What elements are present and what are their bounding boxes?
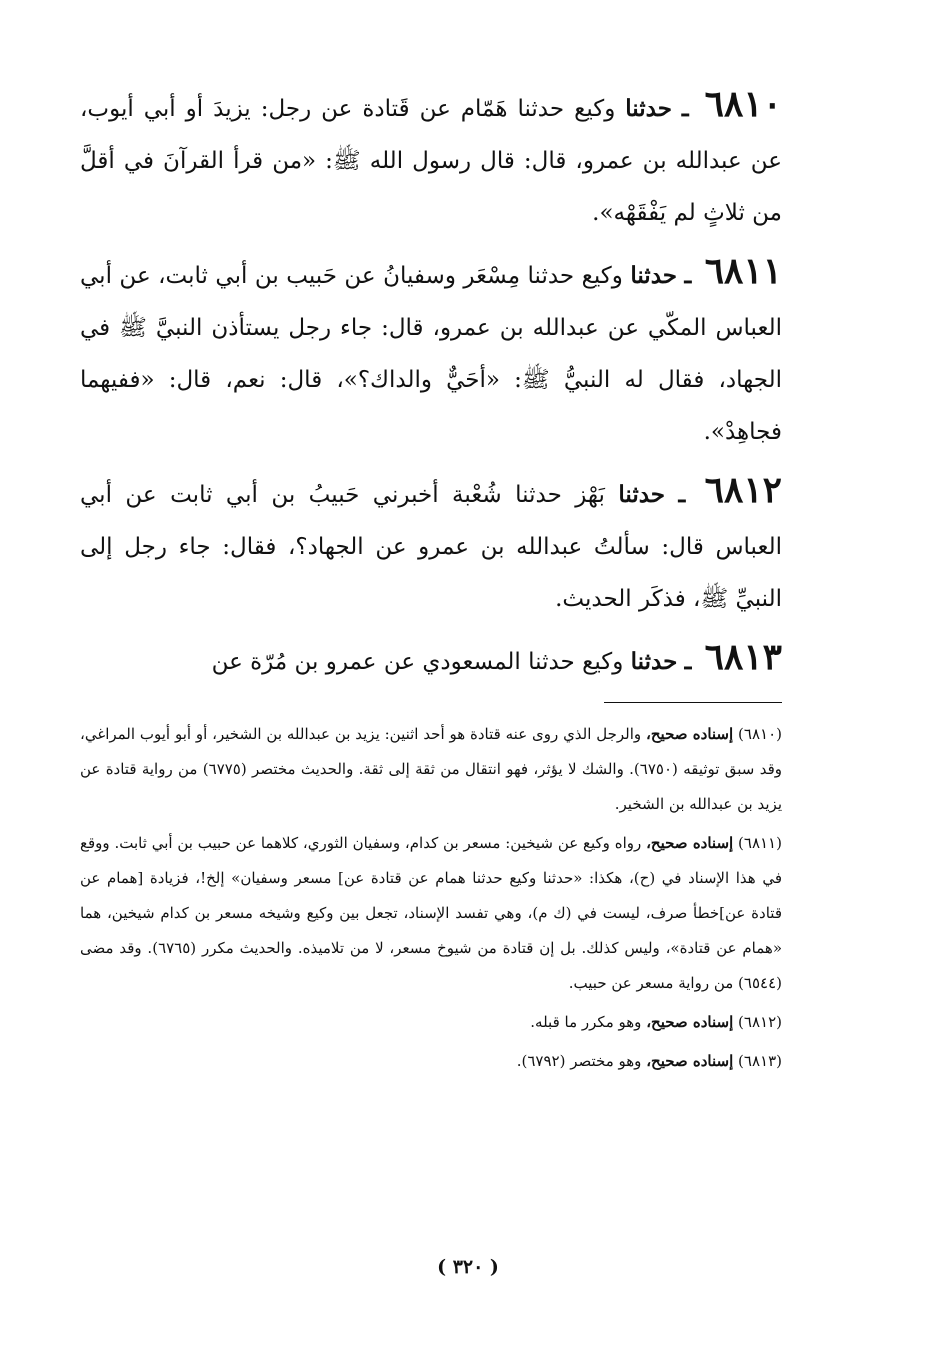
footnote-grade: إسناده صحيح، <box>646 725 734 743</box>
hadith-lead-word: حدثنا <box>625 95 672 122</box>
hadith-number: ٦٨١٠ <box>704 83 782 125</box>
page-number: ( ٣٢٠ ) <box>437 1256 499 1278</box>
footnote-ref: (٦٨١١) <box>738 834 782 852</box>
footnote-text: وهو مختصر (٦٧٩٢). <box>516 1052 642 1070</box>
footnote-ref: (٦٨١٢) <box>738 1013 782 1031</box>
hadith-6812 <box>80 464 782 625</box>
hadith-separator: ـ <box>684 648 692 675</box>
hadith-lead-word: حدثنا <box>618 481 666 508</box>
hadith-text: وكيع حدثنا هَمّام عن قَتادة عن رجل: يزيدَ أو أبي أيوب، عن عبدالله بن عمرو، قال: قال رسول الله ﷺ: «من قرأ القرآنَ في أقلَّ من ثلاثٍ لم يَفْقَهْه». <box>80 96 782 226</box>
footnotes <box>80 717 782 1079</box>
hadith-text: وكيع حدثنا المسعودي عن عمرو بن مُرّة عن <box>211 649 624 675</box>
footnote-text: والرجل الذي روى عنه قتادة هو أحد اثنين: يزيد بن عبدالله بن الشخير، أو أبو أيوب المراغي، وقد سبق توثيقه (٦٧٥٠). والشك لا يؤثر، فهو انتقال من ثقة إلى ثقة. والحديث مختصر (٦٧٧٥) من رواية قتادة عن يزيد بن عبدالله بن الشخير. <box>80 725 782 813</box>
footnote-6810 <box>80 717 782 822</box>
hadith-number: ٦٨١٢ <box>704 469 783 511</box>
footnote-divider <box>604 702 782 703</box>
hadith-lead-word: حدثنا <box>630 648 678 675</box>
footnote-6811 <box>80 826 782 1001</box>
footnote-grade: إسناده صحيح، <box>646 1013 734 1031</box>
hadith-separator: ـ <box>684 262 692 289</box>
hadith-number: ٦٨١٣ <box>704 636 782 678</box>
hadith-text: وكيع حدثنا مِسْعَر وسفيانُ عن حَبيب بن أبي ثابت، عن أبي العباس المكّي عن عبدالله بن عمرو، قال: جاء رجل يستأذن النبيَّ ﷺ في الجهاد، فقال له النبيُّ ﷺ: «أحَيٌّ والداك؟»، قال: نعم، قال: «ففيهما فجاهِدْ». <box>80 263 782 445</box>
footnote-ref: (٦٨١٣) <box>738 1052 782 1070</box>
hadith-text: بَهْز حدثنا شُعْبة أخبرني حَبيبُ بن أبي ثابت عن أبي العباس قال: سألتُ عبدالله بن عمرو عن الجهاد؟، فقال: جاء رجل إلى النبيِّ ﷺ، فذكَر الحديث. <box>80 482 782 612</box>
footnote-text: وهو مكرر ما قبله. <box>530 1013 642 1031</box>
page-content <box>80 78 782 1083</box>
footnote-grade: إسناده صحيح، <box>646 1052 734 1070</box>
footnote-text: رواه وكيع عن شيخين: مسعر بن كدام، وسفيان الثوري، كلاهما عن حبيب بن أبي ثابت. ووقع في هذا الإسناد في (ح)، هكذا: «حدثنا وكيع حدثنا همام عن قتادة عن] مسعر وسفيان» إلخ!، فزيادة [همام عن قتادة عن]خطأ صرف، ليست في (ك م)، وهي تفسد الإسناد، تجعل بين وكيع وشيخه مسعر بن كدام شيخين، هما «همام عن قتادة»، وليس كذلك. بل إن قتادة من شيوخ مسعر، لا من تلاميذه. والحديث مكرر (٦٧٦٥). وقد مضى (٦٥٤٤) من رواية مسعر عن حبيب. <box>80 834 782 992</box>
hadith-separator: ـ <box>681 95 689 122</box>
footnote-6813 <box>80 1044 782 1079</box>
hadith-6813 <box>80 631 782 688</box>
hadith-6810 <box>80 78 782 239</box>
hadith-lead-word: حدثنا <box>630 262 677 289</box>
footnote-grade: إسناده صحيح، <box>646 834 734 852</box>
footnote-6812 <box>80 1005 782 1040</box>
hadith-separator: ـ <box>678 481 686 508</box>
footnote-ref: (٦٨١٠) <box>738 725 782 743</box>
hadith-number: ٦٨١١ <box>704 250 783 292</box>
hadith-6811 <box>80 245 782 458</box>
